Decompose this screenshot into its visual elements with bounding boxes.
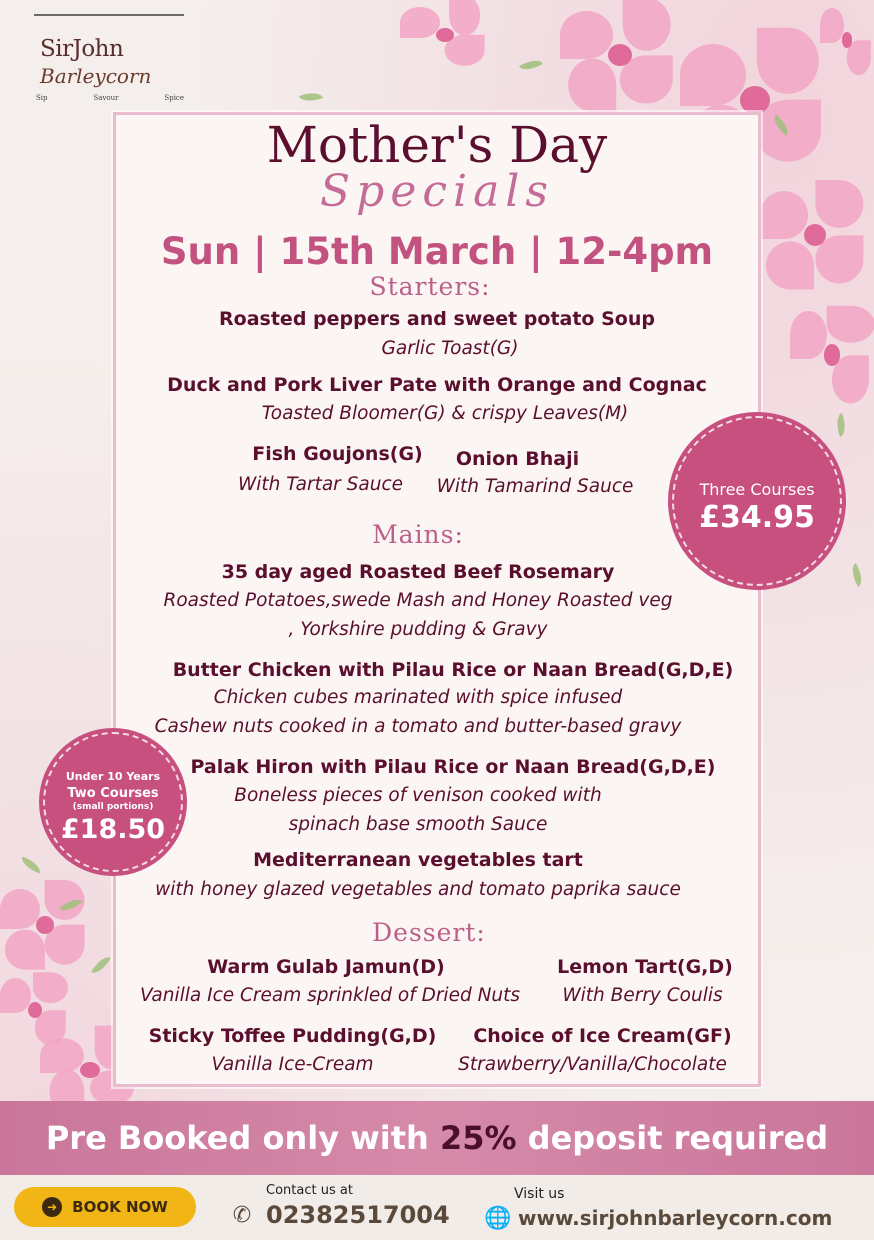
- dish-name: Onion Bhaji: [455, 448, 580, 470]
- contact-label: Contact us at: [266, 1183, 353, 1198]
- dish-desc: with honey glazed vegetables and tomato paprika sauce: [155, 879, 681, 900]
- page-title: Mother's Day: [266, 116, 608, 174]
- dish-desc: Roasted Potatoes,swede Mash and Honey Roasted veg: [163, 590, 673, 611]
- child-price-badge: [43, 732, 183, 872]
- starters-heading: Starters:: [369, 272, 491, 301]
- book-now-label: BOOK NOW: [72, 1198, 168, 1216]
- dessert-heading: Dessert:: [372, 918, 486, 947]
- dish-desc: spinach base smooth Sauce: [288, 814, 548, 835]
- child-price-age: Under 10 Years: [65, 770, 161, 783]
- phone-number[interactable]: 02382517004: [266, 1201, 450, 1229]
- website-link[interactable]: www.sirjohnbarleycorn.com: [518, 1206, 833, 1230]
- phone-icon: ✆: [232, 1203, 252, 1228]
- dish-desc: Cashew nuts cooked in a tomato and butter-based gravy: [154, 716, 682, 737]
- book-now-button[interactable]: [14, 1187, 196, 1227]
- child-price-note: (small portions): [72, 802, 154, 812]
- adult-price: £34.95: [699, 500, 815, 535]
- dish-desc: Vanilla Ice-Cream: [211, 1054, 374, 1075]
- dish-desc: Chicken cubes marinated with spice infused: [213, 687, 623, 708]
- logo-tagline: [36, 94, 184, 102]
- event-date: Sun | 15th March | 12-4pm: [160, 230, 714, 273]
- logo-name-line2: Barleycorn: [40, 64, 152, 88]
- logo-tagline-word: Savour: [93, 94, 119, 102]
- dish-desc: Toasted Bloomer(G) & crispy Leaves(M): [261, 403, 629, 424]
- dish-name: Palak Hiron with Pilau Rice or Naan Bread(G,D,E): [190, 756, 716, 778]
- dish-name: Butter Chicken with Pilau Rice or Naan Bread(G,D,E): [172, 659, 734, 681]
- footer: [0, 1175, 874, 1240]
- dish-desc: Vanilla Ice Cream sprinkled of Dried Nuts: [139, 985, 521, 1006]
- dish-name: Duck and Pork Liver Pate with Orange and Cognac: [167, 374, 707, 396]
- globe-icon: 🌐: [484, 1206, 512, 1231]
- child-price-label: Two Courses: [67, 786, 159, 801]
- deposit-percent: 25%: [439, 1119, 517, 1157]
- dish-name: Warm Gulab Jamun(D): [207, 956, 445, 978]
- arrow-right-icon: ➜: [42, 1197, 62, 1217]
- adult-price-badge: [672, 416, 842, 586]
- dish-name: Roasted peppers and sweet potato Soup: [219, 308, 655, 330]
- logo-tagline-word: Sip: [36, 94, 48, 102]
- adult-price-label: Three Courses: [699, 480, 815, 499]
- dish-name: Sticky Toffee Pudding(G,D): [148, 1025, 437, 1047]
- mains-heading: Mains:: [372, 520, 464, 549]
- deposit-text-after: deposit required: [516, 1119, 829, 1157]
- dish-desc: With Tartar Sauce: [237, 474, 404, 495]
- dish-name: Fish Goujons(G): [252, 443, 423, 465]
- logo-roof: [34, 14, 184, 36]
- dish-name: Lemon Tart(G,D): [557, 956, 733, 978]
- dish-name: 35 day aged Roasted Beef Rosemary: [221, 561, 615, 583]
- dish-desc: With Berry Coulis: [562, 985, 723, 1006]
- logo-name-line1: SirJohn: [40, 36, 124, 62]
- dish-desc: Boneless pieces of venison cooked with: [234, 785, 602, 806]
- dish-desc: , Yorkshire pudding & Gravy: [288, 619, 548, 640]
- visit-label: Visit us: [514, 1186, 565, 1202]
- dish-desc: Strawberry/Vanilla/Chocolate: [458, 1054, 727, 1075]
- dish-name: Choice of Ice Cream(GF): [473, 1025, 732, 1047]
- deposit-banner: [0, 1101, 874, 1175]
- logo-tagline-word: Spice: [164, 94, 184, 102]
- page-subtitle: Specials: [320, 166, 554, 217]
- deposit-text-before: Pre Booked only with: [45, 1119, 440, 1157]
- logo: [26, 14, 191, 108]
- child-price: £18.50: [60, 814, 166, 845]
- dish-desc: With Tamarind Sauce: [436, 476, 634, 497]
- dish-name: Mediterranean vegetables tart: [253, 849, 583, 871]
- dish-desc: Garlic Toast(G): [381, 338, 519, 359]
